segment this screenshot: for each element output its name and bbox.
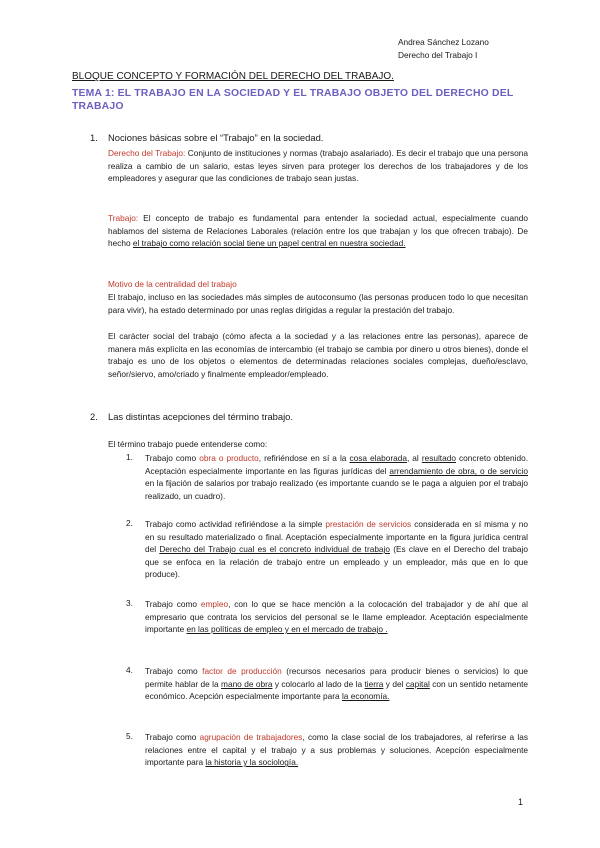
definition-text: Conjunto de instituciones y normas (trabajo asalariado). Es decir el trabajo que una persona realiza a cambio de un salario, estas leyes sirven para proteger los derechos de los trabajadores y de los empleadores y asegurar que las condiciones de trabajo sean justas.: [108, 148, 528, 184]
definition-text: El concepto de trabajo es fundamental para entender la sociedad actual, especialmente cuando hablamos del sistema de Relaciones Laborales (relación entre los que trabajan y los que ofrecen trabajo). De hecho: [108, 213, 528, 249]
section-1-number: 1.: [90, 132, 98, 143]
definition-underlined: el trabajo como relación social tiene un papel central en nuestra sociedad.: [132, 238, 406, 249]
item-text: , con lo que se hace mención a la colocación del trabajador y de ahí que al empresario que contrata los servicios del personal se le llame empleador. Aceptación especialmente importante: [145, 599, 528, 635]
item-text: Trabajo como: [145, 453, 200, 463]
item-text: (Es clave en el Derecho del trabajo que se enfoca en la relación de trabajo entre un empleado y un empleador, más que en lo que produce).: [145, 544, 528, 580]
motive-paragraph-1: El trabajo, incluso en las sociedades más simples de autoconsumo (las personas producen todo lo que necesitan para vivir), ha estado determinado por unas reglas dirigidas a regular la prestación del trabajo.: [108, 292, 528, 315]
list-item: [145, 518, 528, 581]
author-name: Andrea Sánchez Lozano: [398, 37, 489, 47]
item-keyword: obra o producto: [199, 453, 259, 463]
item-text: Trabajo como: [145, 599, 201, 609]
item-keyword: empleo: [200, 599, 229, 609]
item-text: en la fijación de salarios por trabajo realizado (es importante cuando se le paga a alguien por el trabajo realizado, un cuadro).: [145, 478, 528, 501]
definition-derecho-del-trabajo: [108, 147, 528, 185]
item-text: y colocarlo al lado de la: [272, 678, 365, 689]
item-text: y del: [383, 678, 406, 689]
item-underlined: capital: [405, 678, 430, 689]
item-underlined: mano de obra: [221, 678, 273, 689]
page-number: 1: [518, 797, 524, 807]
item-text: , refiriéndose en sí a la: [258, 453, 350, 463]
section-2-heading: Las distintas acepciones del término trabajo.: [108, 411, 294, 422]
item-underlined: arrendamiento de obra, o de servicio: [389, 465, 528, 476]
item-text: , como la clase social de los trabajadores, al referirse a las relaciones entre el capital y el trabajo y a sus problemas y soluciones. Acepción especialmente importante para: [145, 732, 528, 768]
list-item: [145, 598, 528, 636]
item-underlined: cosa elaborada: [349, 453, 407, 463]
item-underlined: Derecho del Trabajo cual es el concreto individual de trabajo: [159, 544, 391, 555]
list-item-number: 2.: [126, 518, 133, 528]
item-text: (recursos necesarios para producir bienes o servicios) lo que permite hablar de la: [145, 666, 528, 689]
item-text: Trabajo como: [145, 732, 200, 742]
list-item-number: 3.: [126, 598, 133, 608]
item-underlined: resultado: [421, 453, 456, 463]
tema-title: TEMA 1: EL TRABAJO EN LA SOCIEDAD Y EL TRABAJO OBJETO DEL DERECHO DEL TRABAJO: [72, 88, 514, 112]
motive-paragraph-2: El carácter social del trabajo (cómo afecta a la sociedad y a las relaciones entre las personas), aparece de manera más explícita en las economías de intercambio (el trabajo se cambia por dinero u otros bienes), donde el trabajo es uno de los objetos o elementos de determinadas relaciones sociales complejas, dueño/esclavo, señor/siervo, amo/criado y finalmente empleador/empleado.: [108, 331, 528, 379]
motive-heading: Motivo de la centralidad del trabajo: [108, 279, 237, 289]
item-text: concreto obtenido. Aceptación especialmente importante en las figuras jurídicas del: [145, 453, 528, 476]
item-text: , al: [406, 453, 422, 463]
item-text: Trabajo como: [145, 666, 203, 676]
list-item: [145, 452, 528, 502]
item-underlined: la historia y la sociología.: [205, 757, 299, 768]
item-keyword: factor de producción: [202, 666, 282, 676]
item-keyword: prestación de servicios: [325, 519, 412, 529]
section-2-intro: El término trabajo puede entenderse como:: [108, 439, 268, 449]
item-text: considerada en sí misma y no en su resultado materializado o final. Aceptación especialmente importante en la figura jurídica central del: [145, 519, 528, 555]
item-underlined: tierra: [364, 678, 384, 689]
definition-term: Derecho del Trabajo:: [108, 148, 186, 158]
item-keyword: agrupación de trabajadores: [199, 732, 303, 742]
course-name: Derecho del Trabajo I: [398, 50, 478, 60]
item-text: con un sentido netamente económico. Acepción especialmente importante para: [145, 678, 529, 702]
list-item-number: 1.: [126, 452, 133, 462]
list-item-number: 4.: [126, 665, 133, 675]
section-2-number: 2.: [90, 411, 98, 422]
definition-trabajo: [108, 212, 528, 250]
item-underlined: la economía.: [341, 691, 390, 702]
list-item: [145, 665, 528, 703]
definition-term: Trabajo:: [108, 213, 139, 223]
item-text: Trabajo como actividad refiriéndose a la simple: [145, 519, 326, 529]
list-item: [145, 731, 528, 769]
item-underlined: en las políticas de empleo y en el mercado de trabajo .: [186, 624, 388, 635]
page-header: [398, 36, 489, 62]
section-1-heading: Nociones básicas sobre el “Trabajo” en la sociedad.: [108, 132, 324, 143]
list-item-number: 5.: [126, 731, 133, 741]
block-title: BLOQUE CONCEPTO Y FORMACIÓN DEL DERECHO DEL TRABAJO.: [72, 71, 394, 82]
